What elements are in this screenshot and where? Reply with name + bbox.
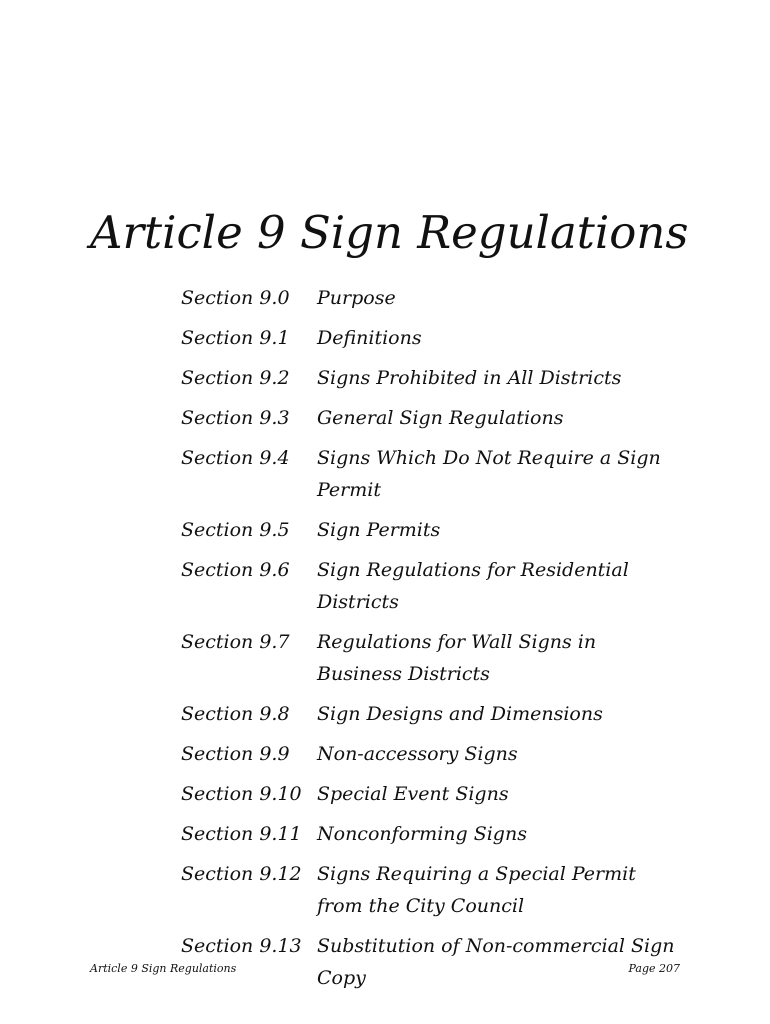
section-title: Substitution of Non-commercial Sign Copy <box>317 935 675 989</box>
section-title: Signs Prohibited in All Districts <box>317 367 622 389</box>
section-number: Section 9.6 <box>181 559 290 581</box>
section-number: Section 9.13 <box>181 935 302 957</box>
toc-entry-9-2 <box>181 362 701 394</box>
section-title: Non-accessory Signs <box>317 743 518 765</box>
section-title: Signs Which Do Not Require a Sign Permit <box>317 447 661 501</box>
section-title: Sign Designs and Dimensions <box>317 703 603 725</box>
toc-entry-9-11 <box>181 818 701 850</box>
section-number: Section 9.3 <box>181 407 290 429</box>
toc-entry-9-5 <box>181 514 701 546</box>
section-title: Special Event Signs <box>317 783 509 805</box>
section-number: Section 9.4 <box>181 447 290 469</box>
section-title: Regulations for Wall Signs in Business Districts <box>317 631 597 685</box>
section-number: Section 9.8 <box>181 703 290 725</box>
section-number: Section 9.10 <box>181 783 302 805</box>
toc-entry-9-10 <box>181 778 701 810</box>
toc-entry-9-8 <box>181 698 701 730</box>
section-number: Section 9.5 <box>181 519 290 541</box>
section-number: Section 9.1 <box>181 327 290 349</box>
toc-entry-9-1 <box>181 322 701 354</box>
section-title: Purpose <box>317 287 396 309</box>
section-title: Definitions <box>317 327 422 349</box>
section-number: Section 9.9 <box>181 743 290 765</box>
section-number: Section 9.7 <box>181 631 290 653</box>
section-number: Section 9.2 <box>181 367 290 389</box>
toc-entry-9-4 <box>181 442 701 506</box>
table-of-contents <box>181 282 701 1002</box>
toc-entry-9-7 <box>181 626 701 690</box>
page-title: Article 9 Sign Regulations <box>90 206 689 259</box>
section-number: Section 9.12 <box>181 863 302 885</box>
toc-entry-9-6 <box>181 554 701 618</box>
toc-entry-9-9 <box>181 738 701 770</box>
toc-entry-9-3 <box>181 402 701 434</box>
toc-entry-9-0 <box>181 282 701 314</box>
section-number: Section 9.11 <box>181 823 302 845</box>
section-title: Sign Permits <box>317 519 441 541</box>
toc-entry-9-12 <box>181 858 701 922</box>
footer-article-title: Article 9 Sign Regulations <box>90 962 237 975</box>
section-number: Section 9.0 <box>181 287 290 309</box>
toc-entry-9-13 <box>181 930 701 994</box>
section-title: Nonconforming Signs <box>317 823 527 845</box>
section-title: General Sign Regulations <box>317 407 564 429</box>
footer-page-number: Page 207 <box>628 962 680 975</box>
section-title: Sign Regulations for Residential Districts <box>317 559 629 613</box>
section-title: Signs Requiring a Special Permit from the City Council <box>317 863 636 917</box>
